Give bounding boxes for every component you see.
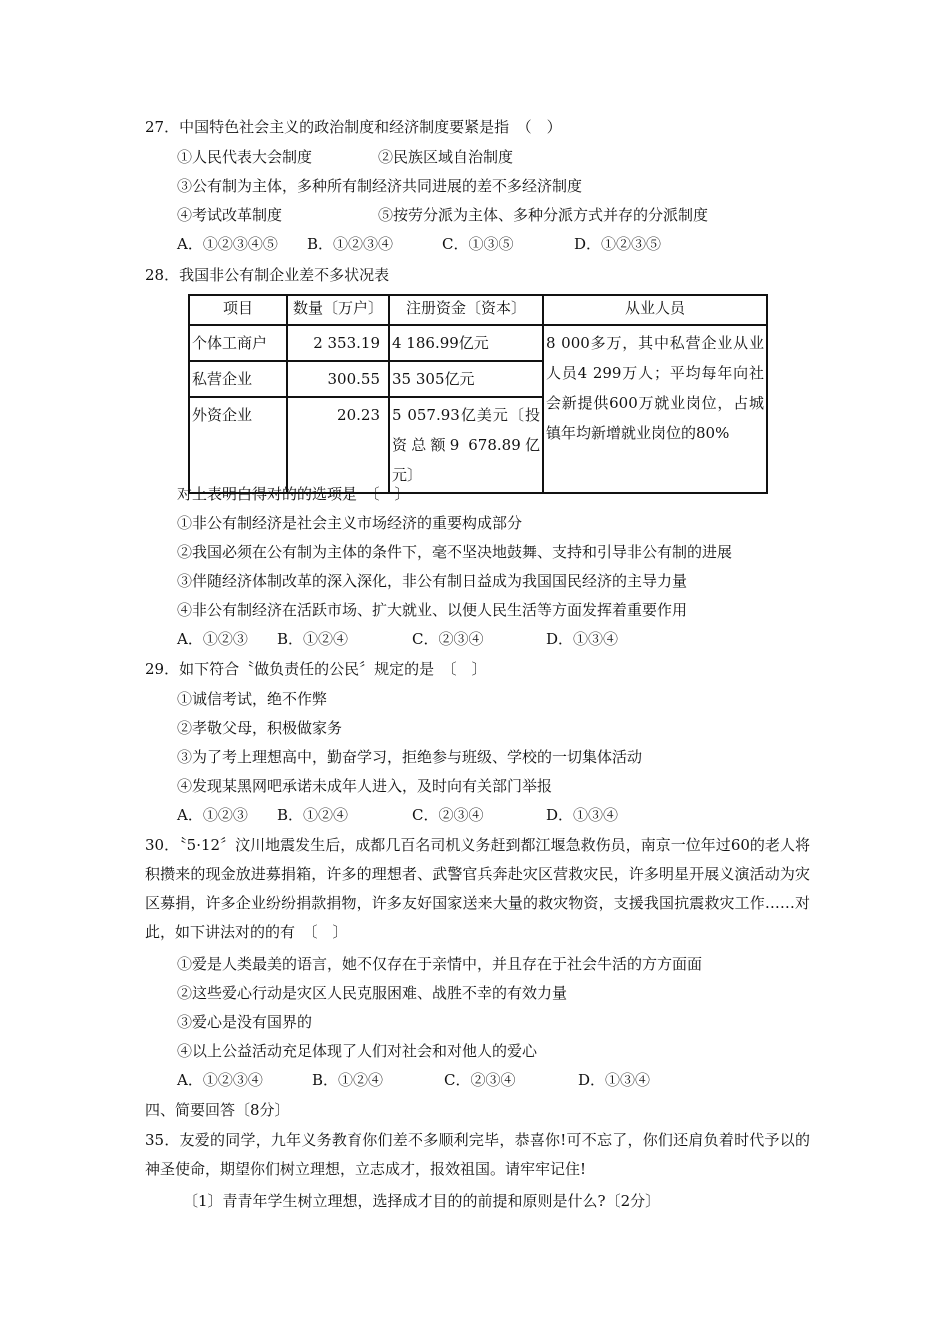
q30-item-2: ②这些爱心行动是灾区人民克服困难、战胜不幸的有效力量 [177,984,568,1002]
q27-option-c: C．①③⑤ [442,235,514,253]
q29-options [177,805,618,825]
q29-option-c: C．②③④ [412,806,484,824]
table-cell: 私营企业 [189,361,287,397]
q30-option-d: D．①③④ [578,1071,651,1089]
q30-options [177,1070,650,1090]
q28-option-c: C．②③④ [412,630,484,648]
q30-item-3: ③爱心是没有国界的 [177,1013,313,1031]
table-row [189,325,767,361]
table-header-cell: 数量〔万户〕 [287,295,389,325]
q28-option-d: D．①③④ [546,630,619,648]
table-cell: 35 305亿元 [389,361,543,397]
q27-stem: 27．中国特色社会主义的政治制度和经济制度要紧是指 （ ） [145,118,562,136]
q29-option-a: A．①②③ [177,806,248,824]
q30-stem: 30．〝5·12〞汶川地震发生后，成都几百名司机义务赶到都江堰急救伤员，南京一位年过60的老人将积攒来的现金放进募捐箱，许多的理想者、武警官兵奔赴灾区营救灾民，许多明星开展义演活动为灾区募捐，许多企业纷纷捐款捐物，许多友好国家送来大量的救灾物资，支援我国抗震救灾工作……对此，如下讲法对的的有 〔 〕 [145,836,810,941]
q29-item-3: ③为了考上理想高中，勤奋学习，拒绝参与班级、学校的一切集体活动 [177,748,643,766]
q29-stem: 29．如下符合〝做负责任的公民〞规定的是 〔 〕 [145,660,487,678]
q30-option-c: C．②③④ [444,1071,516,1089]
section-4-title: 四、简要回答〔8分〕 [145,1101,290,1119]
employees-cell: 8 000多万，其中私营企业从业人员4 299万人；平均每年向社会新提供600万就业岗位，占城镇年均新增就业岗位的80% [543,325,767,493]
table-header-row [189,295,767,325]
q27-item-4: ④考试改革制度 [177,206,283,224]
q27-options [177,234,661,254]
table-cell: 300.55 [287,361,389,397]
q27-item-3: ③公有制为主体，多种所有制经济共同进展的差不多经济制度 [177,177,583,195]
q28-item-4: ④非公有制经济在活跃市场、扩大就业、以便人民生活等方面发挥着重要作用 [177,601,688,619]
q30-option-a: A．①②③④ [177,1071,263,1089]
table-header-cell: 项目 [189,295,287,325]
table-cell: 2 353.19 [287,325,389,361]
q27-option-b: B．①②③④ [307,235,394,253]
q30-option-b: B．①②④ [312,1071,384,1089]
q29-item-1: ①诚信考试，绝不作弊 [177,690,328,708]
q27-item-5: ⑤按劳分派为主体、多种分派方式并存的分派制度 [378,206,709,224]
q28-prompt: 对上表明白得对的的选项是 〔 〕 [177,485,410,503]
table-cell: 外资企业 [189,397,287,493]
q28-item-2: ②我国必须在公有制为主体的条件下，毫不坚决地鼓舞、支持和引导非公有制的进展 [177,543,733,561]
q28-stem: 28．我国非公有制企业差不多状况表 [145,266,390,284]
q28-option-a: A．①②③ [177,630,248,648]
table-cell: 5 057.93亿美元〔投资总额9 678.89亿元〕 [389,397,543,493]
q30-item-1: ①爱是人类最美的语言，她不仅存在于亲情中，并且存在于社会牛活的方方面面 [177,955,703,973]
q29-option-b: B．①②④ [277,806,349,824]
q27-option-d: D．①②③⑤ [574,235,662,253]
q28-options [177,629,618,649]
q28-item-3: ③伴随经济体制改革的深入深化，非公有制日益成为我国国民经济的主导力量 [177,572,688,590]
table-header-cell: 注册资金〔资本〕 [389,295,543,325]
q27-item-2: ②民族区域自治制度 [378,148,514,166]
q35-stem: 35．友爱的同学，九年义务教育你们差不多顺利完毕，恭喜你!可不忘了，你们还肩负着时代予以的神圣使命，期望你们树立理想，立志成才，报效祖国。请牢牢记住! [145,1131,810,1178]
q27-option-a: A．①②③④⑤ [177,235,278,253]
table-cell: 4 186.99亿元 [389,325,543,361]
q29-item-2: ②孝敬父母，积极做家务 [177,719,343,737]
q35-sub-question-1: 〔1〕青青年学生树立理想，选择成才目的的前提和原则是什么?〔2分〕 [183,1192,661,1210]
table-cell: 20.23 [287,397,389,493]
q28-item-1: ①非公有制经济是社会主义市场经济的重要构成部分 [177,514,523,532]
q29-option-d: D．①③④ [546,806,619,824]
enterprise-status-table [188,294,768,494]
q27-item-1: ①人民代表大会制度 [177,148,313,166]
q28-option-b: B．①②④ [277,630,349,648]
table-cell: 个体工商户 [189,325,287,361]
table-header-cell: 从业人员 [543,295,767,325]
q30-item-4: ④以上公益活动充足体现了人们对社会和对他人的爱心 [177,1042,538,1060]
q29-item-4: ④发现某黑网吧承诺未成年人进入，及时向有关部门举报 [177,777,553,795]
